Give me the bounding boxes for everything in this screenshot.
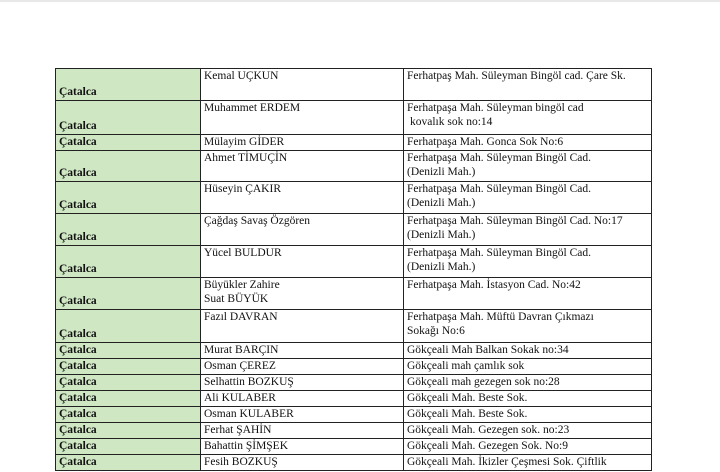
name-line: Osman ÇEREZ: [204, 360, 276, 372]
table-row: [56, 69, 652, 101]
name-cell: [201, 391, 404, 407]
address-line: Ferhatpaşa Mah. Süleyman bingöl cad: [407, 102, 584, 114]
name-line: Mülayim GİDER: [204, 136, 285, 148]
name-line: Selhattin BOZKUŞ: [204, 376, 294, 388]
table-row: [56, 375, 652, 391]
address-line: Gökçeali Mah Balkan Sokak no:34: [407, 344, 569, 356]
address-line: (Denizli Mah.): [407, 166, 476, 178]
address-line: Ferhatpaşa Mah. Müftü Davran Çıkmazı: [407, 311, 594, 323]
address-cell: [404, 246, 652, 278]
district-cell: Çatalca: [56, 182, 201, 214]
name-cell: [201, 359, 404, 375]
district-cell: Çatalca: [56, 391, 201, 407]
district-cell: Çatalca: [56, 151, 201, 182]
district-cell: Çatalca: [56, 439, 201, 455]
table-row: [56, 407, 652, 423]
address-line: Ferhatpaşa Mah. İstasyon Cad. No:42: [407, 279, 581, 291]
address-line: kovalık sok no:14: [410, 116, 493, 128]
address-line: Ferhatpaşa Mah. Süleyman Bingöl Cad.: [407, 247, 591, 259]
address-line: Gökçeali Mah. İkizler Çeşmesi Sok. Çiftlik: [407, 456, 607, 468]
address-line: Ferhatpaşa Mah. Süleyman Bingöl Cad.: [407, 183, 591, 195]
address-line: (Denizli Mah.): [407, 229, 476, 241]
name-line: Fesih BOZKUŞ: [204, 456, 278, 468]
table-row: [56, 214, 652, 246]
name-cell: [201, 439, 404, 455]
page-top-edge: [0, 0, 720, 2]
address-cell: [404, 310, 652, 343]
address-line: Ferhatpaşa Mah. Süleyman Bingöl Cad. No:17: [407, 215, 623, 227]
name-line: Murat BARÇIN: [204, 344, 279, 356]
table-row: [56, 182, 652, 214]
table-row: [56, 310, 652, 343]
address-cell: [404, 151, 652, 182]
district-cell: Çatalca: [56, 246, 201, 278]
name-cell: [201, 455, 404, 471]
address-line: Gökçeali Mah. Beste Sok.: [407, 392, 528, 404]
table-row: [56, 423, 652, 439]
name-line: Hüseyin ÇAKIR: [204, 183, 281, 195]
name-line: Ali KULABER: [204, 392, 276, 404]
address-cell: [404, 439, 652, 455]
district-cell: Çatalca: [56, 278, 201, 310]
address-cell: [404, 375, 652, 391]
name-cell: [201, 246, 404, 278]
district-cell: Çatalca: [56, 455, 201, 471]
name-cell: [201, 101, 404, 135]
name-cell: [201, 69, 404, 101]
table-row: [56, 439, 652, 455]
address-line: Ferhatpaşa Mah. Gonca Sok No:6: [407, 136, 564, 148]
district-cell: Çatalca: [56, 407, 201, 423]
name-cell: [201, 375, 404, 391]
name-cell: [201, 214, 404, 246]
name-line: Bahattin ŞİMŞEK: [204, 440, 289, 452]
address-line: (Denizli Mah.): [407, 261, 476, 273]
name-line: Osman KULABER: [204, 408, 294, 420]
address-cell: [404, 135, 652, 151]
table-row: [56, 343, 652, 359]
district-cell: Çatalca: [56, 214, 201, 246]
address-line: Ferhatpaşa Mah. Süleyman Bingöl Cad.: [407, 152, 591, 164]
name-line: Yücel BULDUR: [204, 247, 282, 259]
address-cell: [404, 391, 652, 407]
address-cell: [404, 343, 652, 359]
address-cell: [404, 278, 652, 310]
table-row: [56, 359, 652, 375]
name-line: Büyükler Zahire: [204, 279, 280, 291]
address-cell: [404, 359, 652, 375]
address-cell: [404, 182, 652, 214]
name-cell: [201, 135, 404, 151]
name-line: Fazıl DAVRAN: [204, 311, 278, 323]
address-cell: [404, 69, 652, 101]
name-line: Kemal UÇKUN: [204, 70, 279, 82]
address-line: Gökçeali Mah. Gezegen Sok. No:9: [407, 440, 568, 452]
district-cell: Çatalca: [56, 135, 201, 151]
name-cell: [201, 407, 404, 423]
table-row: [56, 278, 652, 310]
table-row: [56, 391, 652, 407]
address-cell: [404, 407, 652, 423]
name-cell: [201, 151, 404, 182]
name-cell: [201, 423, 404, 439]
address-cell: [404, 423, 652, 439]
table-row: [56, 455, 652, 471]
name-cell: [201, 182, 404, 214]
name-line: Ferhat ŞAHİN: [204, 424, 272, 436]
name-cell: [201, 310, 404, 343]
district-cell: Çatalca: [56, 69, 201, 101]
address-cell: [404, 101, 652, 135]
address-line: Sokağı No:6: [407, 325, 465, 337]
address-cell: [404, 455, 652, 471]
address-line: Gökçeali Mah. Beste Sok.: [407, 408, 528, 420]
district-cell: Çatalca: [56, 310, 201, 343]
address-table: [55, 68, 652, 471]
address-line: Gökçeali mah çamlık sok: [407, 360, 525, 372]
name-line: Muhammet ERDEM: [204, 102, 301, 114]
table-row: [56, 135, 652, 151]
address-line: Gökçeali mah gezegen sok no:28: [407, 376, 560, 388]
district-cell: Çatalca: [56, 101, 201, 135]
address-line: (Denizli Mah.): [407, 197, 476, 209]
name-line: Çağdaş Savaş Özgören: [204, 215, 311, 227]
address-line: Gökçeali Mah. Gezegen sok. no:23: [407, 424, 570, 436]
table-row: [56, 151, 652, 182]
table-row: [56, 101, 652, 135]
district-cell: Çatalca: [56, 343, 201, 359]
district-cell: Çatalca: [56, 375, 201, 391]
name-line: Suat BÜYÜK: [204, 293, 269, 305]
name-cell: [201, 343, 404, 359]
address-line: Ferhatpaş Mah. Süleyman Bingöl cad. Çare Sk.: [407, 70, 626, 82]
district-cell: Çatalca: [56, 359, 201, 375]
name-cell: [201, 278, 404, 310]
table-row: [56, 246, 652, 278]
name-line: Ahmet TİMUÇİN: [204, 152, 288, 164]
address-cell: [404, 214, 652, 246]
district-cell: Çatalca: [56, 423, 201, 439]
